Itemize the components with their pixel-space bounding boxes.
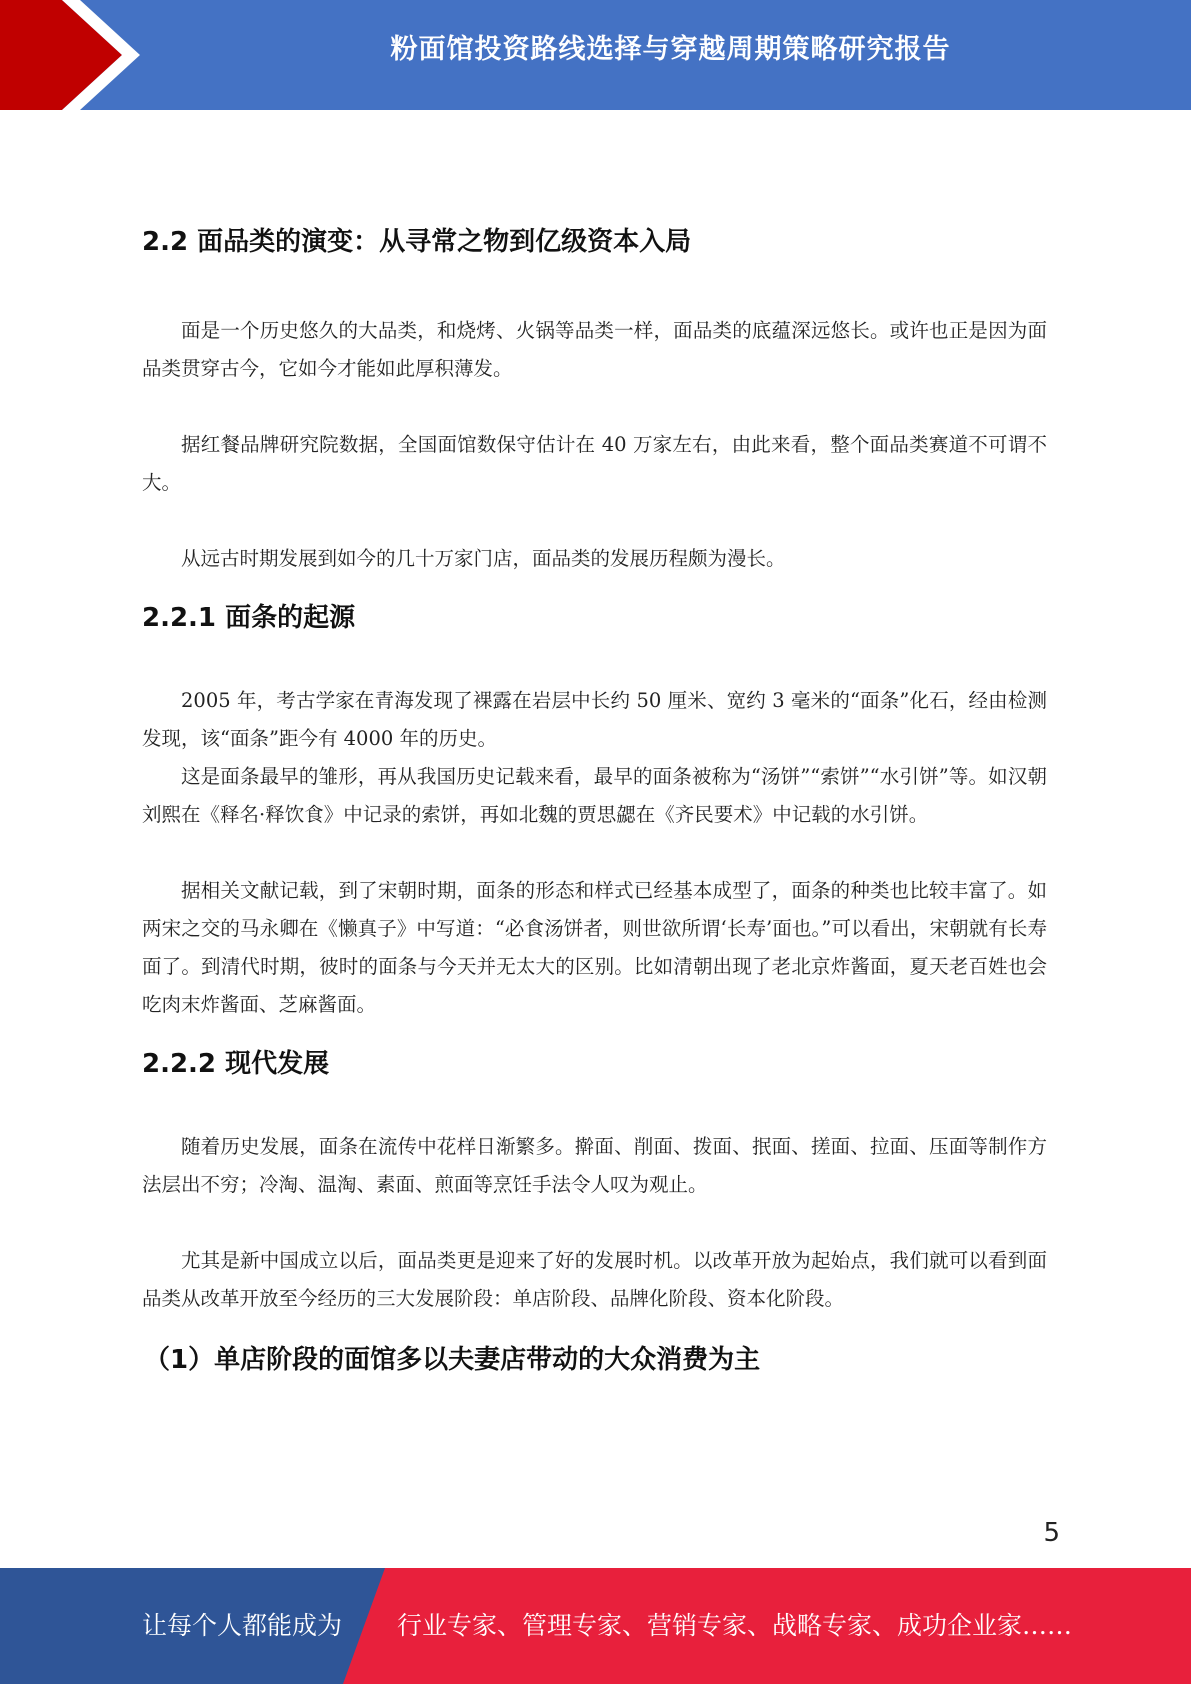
footer-slogan-left: 让每个人都能成为 — [142, 1611, 343, 1640]
page-content — [142, 212, 1047, 1386]
section-heading: 2.2 面品类的演变：从寻常之物到亿级资本入局 — [142, 227, 692, 257]
page-number: 5 — [1043, 1518, 1060, 1548]
subsection-heading-origin: 2.2.1 面条的起源 — [142, 603, 356, 633]
report-title: 粉面馆投资路线选择与穿越周期策略研究报告 — [390, 34, 951, 65]
paragraph: 从远古时期发展到如今的几十万家门店，面品类的发展历程颇为漫长。 — [181, 547, 786, 570]
paragraph: 随着历史发展，面条在流传中花样日渐繁多。擀面、削面、拨面、抿面、搓面、拉面、压面等制作方法层出不穷；冷淘、温淘、素面、煎面等烹饪手法令人叹为观止。 — [142, 1135, 1047, 1196]
subsection-heading-modern: 2.2.2 现代发展 — [142, 1049, 330, 1079]
paragraph: 面是一个历史悠久的大品类，和烧烤、火锅等品类一样，面品类的底蕴深远悠长。或许也正是因为面品类贯穿古今，它如今才能如此厚积薄发。 — [142, 319, 1047, 380]
paragraph: 这是面条最早的雏形，再从我国历史记载来看，最早的面条被称为“汤饼”“索饼”“水引饼”等。如汉朝刘熙在《释名·释饮食》中记录的索饼，再如北魏的贾思勰在《齐民要术》中记载的水引饼。 — [142, 765, 1047, 826]
paragraph: 2005 年，考古学家在青海发现了裸露在岩层中长约 50 厘米、宽约 3 毫米的“面条”化石，经由检测发现，该“面条”距今有 4000 年的历史。 — [142, 689, 1047, 750]
footer-slogan-right: 行业专家、管理专家、营销专家、战略专家、成功企业家…… — [397, 1611, 1073, 1640]
paragraph: 尤其是新中国成立以后，面品类更是迎来了好的发展时机。以改革开放为起始点，我们就可以看到面品类从改革开放至今经历的三大发展阶段：单店阶段、品牌化阶段、资本化阶段。 — [142, 1249, 1047, 1310]
paragraph: 据红餐品牌研究院数据，全国面馆数保守估计在 40 万家左右，由此来看，整个面品类赛道不可谓不大。 — [142, 433, 1047, 494]
stage-heading: （1）单店阶段的面馆多以夫妻店带动的大众消费为主 — [144, 1345, 761, 1375]
footer-banner — [0, 1568, 1191, 1684]
chevron-decoration-icon — [0, 0, 160, 110]
paragraph: 据相关文献记载，到了宋朝时期，面条的形态和样式已经基本成型了，面条的种类也比较丰富了。如两宋之交的马永卿在《懒真子》中写道：“必食汤饼者，则世欲所谓‘长寿’面也。”可以看出，宋朝就有长寿面了。到清代时期，彼时的面条与今天并无太大的区别。比如清朝出现了老北京炸酱面，夏天老百姓也会吃肉末炸酱面、芝麻酱面。 — [142, 879, 1047, 1016]
header-banner — [0, 0, 1191, 110]
